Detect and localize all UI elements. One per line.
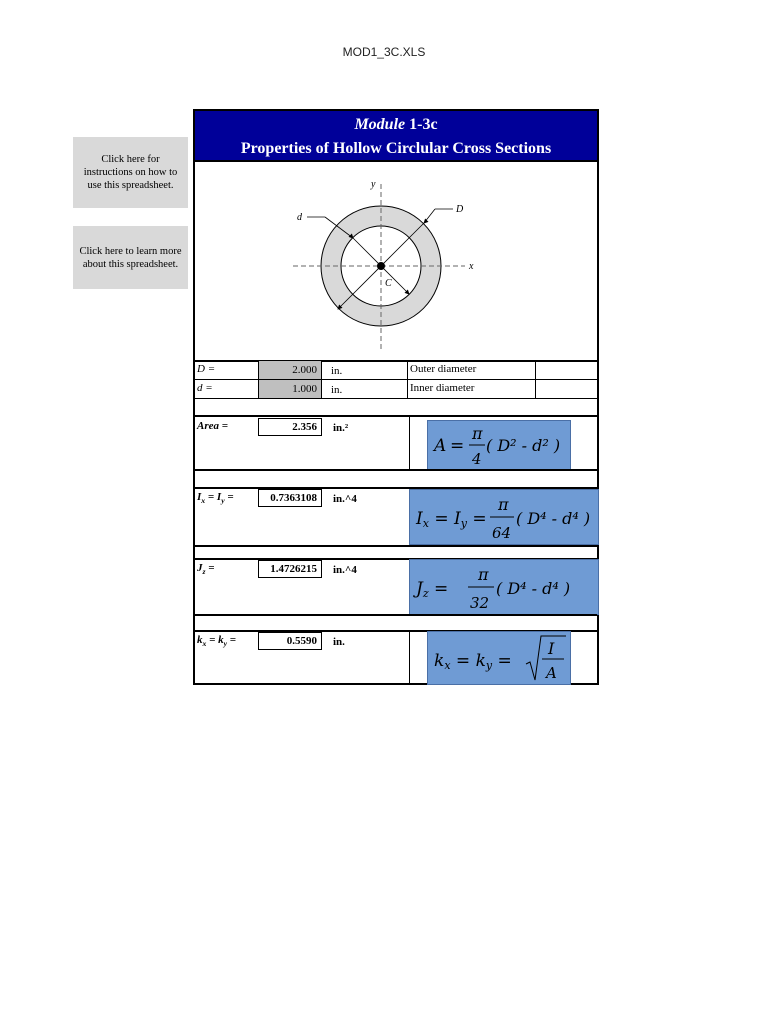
desc-inner-d: Inner diameter — [410, 382, 475, 394]
label-outer-D: D = — [197, 363, 216, 375]
svg-text:Ix = Iy =: Ix = Iy = — [416, 509, 487, 530]
svg-text:A: A — [546, 664, 557, 682]
unit-radius: in. — [333, 636, 345, 648]
spreadsheet — [193, 109, 599, 685]
formula-polar — [409, 559, 599, 615]
learn-more-button[interactable]: Click here to learn more about this spreadsheet. — [73, 226, 188, 289]
output-polar-moment: 1.4726215 — [258, 560, 322, 578]
module-subtitle: Properties of Hollow Circlular Cross Sections — [240, 140, 552, 157]
unit-area: in.² — [333, 422, 349, 434]
unit-inner-d: in. — [331, 384, 343, 396]
input-outer-diameter[interactable]: 2.000 — [258, 361, 322, 379]
output-area: 2.356 — [258, 418, 322, 436]
module-banner — [195, 111, 597, 162]
label-C: C — [385, 278, 392, 289]
label-radius-gyration: $k_x = k_y$ = — [197, 634, 237, 649]
formula-radius — [427, 631, 571, 685]
svg-text:π: π — [472, 424, 483, 443]
output-radius-gyration: 0.5590 — [258, 632, 322, 650]
svg-text:π: π — [498, 495, 509, 514]
label-x: x — [469, 261, 474, 272]
desc-outer-D: Outer diameter — [410, 363, 477, 375]
cross-section-diagram — [285, 174, 495, 354]
unit-outer-D: in. — [331, 365, 343, 377]
svg-text:Jz =: Jz = — [416, 579, 449, 600]
svg-text:64: 64 — [492, 524, 512, 542]
svg-text:I: I — [548, 639, 555, 658]
formula-area — [427, 420, 571, 470]
formula-inertia — [409, 489, 599, 545]
svg-text:π: π — [478, 565, 489, 584]
svg-text:( D² - d² ): ( D² - d² ) — [486, 436, 561, 455]
label-moment-inertia: $I_x = I_y$ = — [197, 491, 234, 506]
svg-text:=: = — [450, 436, 465, 456]
output-moment-inertia: 0.7363108 — [258, 489, 322, 507]
svg-text:32: 32 — [470, 594, 490, 612]
svg-text:4: 4 — [472, 450, 482, 468]
label-polar-moment: $J_z$ = — [197, 562, 215, 577]
label-inner-d: d = — [197, 382, 213, 394]
svg-text:A: A — [434, 436, 447, 456]
unit-polar: in.^4 — [333, 564, 357, 576]
page-header: MOD1_3C.XLS — [342, 45, 426, 59]
module-title: Module 1-3c — [354, 116, 438, 133]
input-inner-diameter[interactable]: 1.000 — [258, 380, 322, 398]
svg-text:( D⁴ - d⁴ ): ( D⁴ - d⁴ ) — [516, 509, 591, 528]
svg-text:( D⁴ - d⁴ ): ( D⁴ - d⁴ ) — [496, 579, 571, 598]
label-d: d — [297, 212, 302, 223]
unit-inertia: in.^4 — [333, 493, 357, 505]
svg-text:kx = ky =: kx = ky = — [434, 651, 512, 672]
instructions-button[interactable]: Click here for instructions on how to use this spreadsheet. — [73, 137, 188, 208]
label-area: Area = — [197, 420, 229, 432]
centroid-dot — [377, 262, 385, 270]
label-y: y — [371, 179, 376, 190]
label-D: D — [456, 204, 464, 215]
